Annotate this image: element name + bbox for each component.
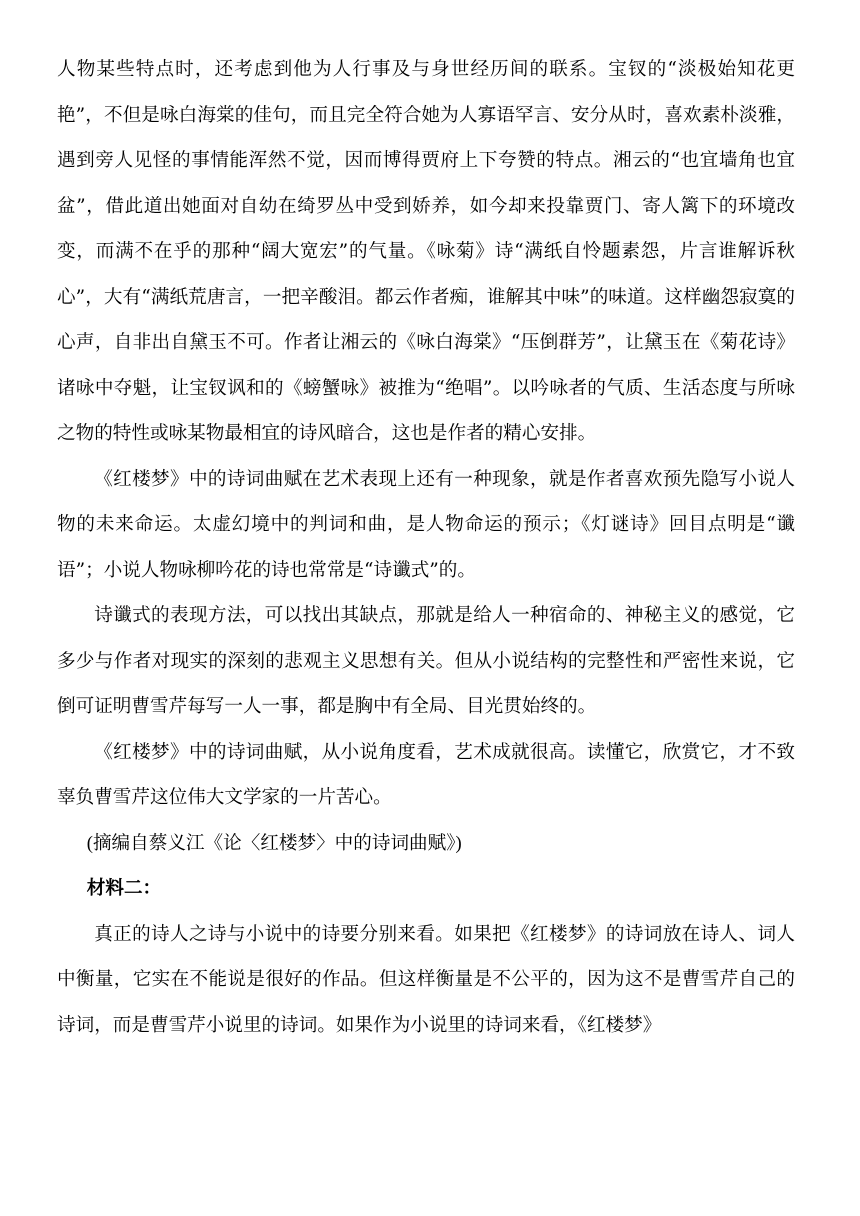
material-two-heading: 材料二：	[86, 878, 162, 899]
paragraph-continuation: 人物某些特点时，还考虑到他为人行事及与身世经历间的联系。宝钗的“淡极始知花更艳”，不但是咏白海棠的佳句，而且完全符合她为人寡语罕言、安分从时，喜欢素朴淡雅，遇到旁人见怪的事情能浑然不觉，因而博得贾府上下夸赞的特点。湘云的“也宜墙角也宜盆”，借此道出她面对自幼在绮罗丛中受到娇养，如今却来投靠贾门、寄人篱下的环境改变，而满不在乎的那种“阔大宽宏”的气量。《咏菊》诗“满纸自怜题素怨，片言谁解诉秋心”，大有“满纸荒唐言，一把辛酸泪。都云作者痴，谁解其中味”的味道。这样幽怨寂寞的心声，自非出自黛玉不可。作者让湘云的《咏白海棠》“压倒群芳”，让黛玉在《菊花诗》诸咏中夺魁，让宝钗讽和的《螃蟹咏》被推为“绝唱”。以吟咏者的气质、生活态度与所咏之物的特性或咏某物最相宜的诗风暗合，这也是作者的精心安排。	[57, 59, 795, 444]
paragraph-prophecy: 《红楼梦》中的诗词曲赋在艺术表现上还有一种现象，就是作者喜欢预先隐写小说人物的未来命运。太虚幻境中的判词和曲，是人物命运的预示；《灯谜诗》回目点明是“谶语”；小说人物咏柳吟花的诗也常常是“诗谶式”的。	[57, 468, 795, 581]
source-citation: (摘编自蔡义江《论〈红楼梦〉中的诗词曲赋》)	[86, 832, 462, 854]
document-page	[57, 47, 795, 1048]
material-two-paragraph: 真正的诗人之诗与小说中的诗要分别来看。如果把《红楼梦》的诗词放在诗人、词人中衡量，它实在不能说是很好的作品。但这样衡量是不公平的，因为这不是曹雪芹自己的诗词，而是曹雪芹小说里的诗词。如果作为小说里的诗词来看，《红楼梦》	[57, 923, 795, 1036]
paragraph-conclusion: 《红楼梦》中的诗词曲赋，从小说角度看，艺术成就很高。读懂它，欣赏它，才不致辜负曹雪芹这位伟大文学家的一片苦心。	[57, 741, 795, 808]
paragraph-method: 诗谶式的表现方法，可以找出其缺点，那就是给人一种宿命的、神秘主义的感觉，它多少与作者对现实的深刻的悲观主义思想有关。但从小说结构的完整性和严密性来说，它倒可证明曹雪芹每写一人一事，都是胸中有全局、目光贯始终的。	[57, 605, 795, 717]
